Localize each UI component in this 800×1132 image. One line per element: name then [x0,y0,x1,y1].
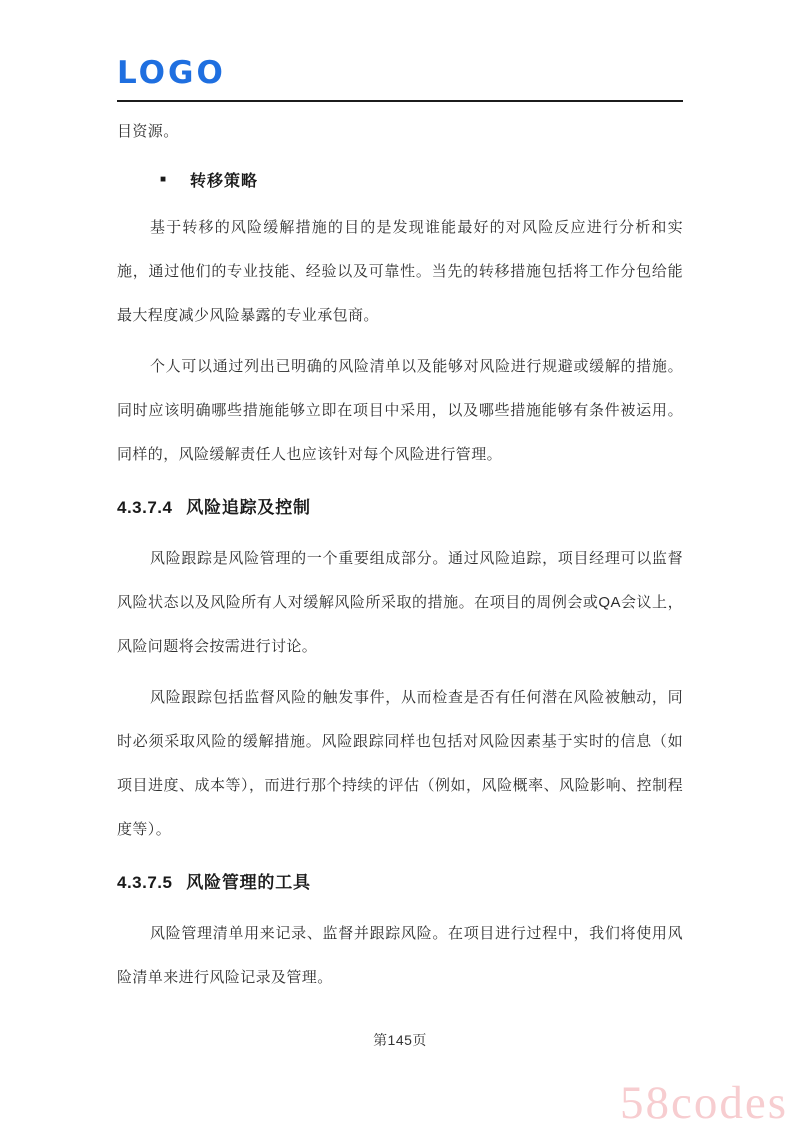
watermark: 58codes [619,1077,788,1130]
page-header [117,55,683,102]
paragraph-transfer-strategy-1: 基于转移的风险缓解措施的目的是发现谁能最好的对风险反应进行分析和实施，通过他们的专业技能、经验以及可靠性。当先的转移措施包括将工作分包给能最大程度减少风险暴露的专业承包商。 [117,219,683,324]
bullet-label: 转移策略 [190,172,259,190]
section-heading-risk-tools [117,861,683,905]
section-title: 风险追踪及控制 [186,498,311,517]
bullet-item [160,159,683,199]
document-body [117,110,683,1000]
section-number: 4.3.7.5 [117,873,173,892]
section-title: 风险管理的工具 [186,873,311,892]
logo: LOGO [117,55,226,91]
paragraph-risk-tracking-2: 风险跟踪包括监督风险的触发事件，从而检查是否有任何潜在风险被触动，同时必须采取风险的缓解措施。风险跟踪同样也包括对风险因素基于实时的信息（如项目进度、成本等），而进行那个持续的评估（例如，风险概率、风险影响、控制程度等）。 [117,689,683,838]
section-number: 4.3.7.4 [117,498,173,517]
bullet-square-icon: ■ [160,173,167,185]
header-divider [117,100,683,102]
paragraph-risk-tracking-1: 风险跟踪是风险管理的一个重要组成部分。通过风险追踪，项目经理可以监督风险状态以及风险所有人对缓解风险所采取的措施。在项目的周例会或QA会议上，风险问题将会按需进行讨论。 [117,550,683,655]
paragraph-continuation: 目资源。 [117,123,179,140]
paragraph-transfer-strategy-2: 个人可以通过列出已明确的风险清单以及能够对风险进行规避或缓解的措施。同时应该明确哪些措施能够立即在项目中采用，以及哪些措施能够有条件被运用。同样的，风险缓解责任人也应该针对每个风险进行管理。 [117,358,683,463]
page-number: 第145页 [373,1032,427,1048]
paragraph-risk-tools-1: 风险管理清单用来记录、监督并跟踪风险。在项目进行过程中，我们将使用风险清单来进行风险记录及管理。 [117,925,683,986]
section-heading-risk-tracking [117,486,683,530]
